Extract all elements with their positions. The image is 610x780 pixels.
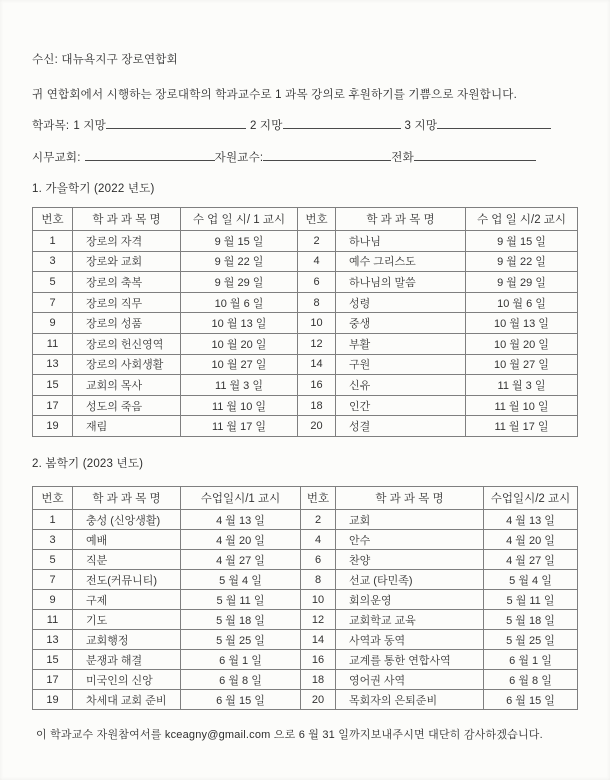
course-name: 성도의 죽음 [73,395,181,416]
column-header: 학 과 과 목 명 [73,208,181,231]
phone-label: 전화 [391,152,414,164]
contact-email: kceagny@gmail.com [164,729,271,741]
choice2-label: 2 지망 [249,120,283,132]
row-number: 5 [33,550,73,570]
course-name: 기도 [73,610,181,630]
course-name: 분쟁과 해결 [73,650,181,670]
course-name: 사역과 동역 [336,630,484,650]
class-date: 5 월 18 일 [181,610,301,630]
table-row [33,395,578,416]
table-row [33,650,578,670]
spring-semester-title: 2. 봄학기 (2023 년도) [32,458,144,470]
class-date: 4 월 20 일 [484,530,578,550]
table-row [33,313,578,334]
row-number: 3 [33,530,73,550]
row-number: 7 [33,570,73,590]
course-name: 차세대 교회 준비 [73,690,181,710]
choice3-label: 3 지망 [404,120,438,132]
row-number: 11 [33,333,73,354]
row-number: 6 [301,550,336,570]
class-date: 4 월 13 일 [181,510,301,530]
table-row [33,570,578,590]
class-date: 10 월 27 일 [466,354,578,375]
class-date: 5 월 25 일 [484,630,578,650]
class-date: 5 월 25 일 [181,630,301,650]
fall-semester-title: 1. 가을학기 (2022 년도) [32,183,155,195]
row-number: 18 [301,670,336,690]
row-number: 17 [33,670,73,690]
course-name: 안수 [336,530,484,550]
row-number: 16 [298,375,336,396]
row-number: 18 [298,395,336,416]
class-date: 10 월 27 일 [181,354,298,375]
table-row [33,590,578,610]
class-date: 4 월 27 일 [484,550,578,570]
class-date: 6 월 1 일 [484,650,578,670]
course-name: 장로의 자격 [73,231,181,252]
row-number: 20 [301,690,336,710]
class-date: 9 월 22 일 [466,251,578,272]
course-name: 회의운영 [336,590,484,610]
column-header: 수 업 일 시/2 교시 [466,208,578,231]
row-number: 14 [301,630,336,650]
choice3-blank [437,116,551,129]
row-number: 10 [298,313,336,334]
column-header: 번호 [33,208,73,231]
class-date: 11 월 10 일 [181,395,298,416]
row-number: 9 [33,590,73,610]
course-name: 영어권 사역 [336,670,484,690]
subject-choices-line [32,116,551,133]
class-date: 6 월 15 일 [181,690,301,710]
row-number: 9 [33,313,73,334]
class-date: 5 월 4 일 [181,570,301,590]
row-number: 14 [298,354,336,375]
choice1-label: 1 지망 [73,120,106,132]
table-row [33,690,578,710]
column-header: 번호 [33,487,73,510]
table-row [33,530,578,550]
course-name: 미국인의 신앙 [73,670,181,690]
table-row [33,251,578,272]
row-number: 4 [298,251,336,272]
row-number: 2 [298,231,336,252]
footer-note [36,726,543,742]
class-date: 11 월 17 일 [466,416,578,437]
column-header: 수업일시/2 교시 [484,487,578,510]
row-number: 10 [301,590,336,610]
course-name: 예배 [73,530,181,550]
row-number: 15 [33,375,73,396]
column-header: 수 업 일 시/ 1 교시 [181,208,298,231]
row-number: 1 [33,510,73,530]
row-number: 12 [298,333,336,354]
church-label: 시무교회: [32,152,81,164]
row-number: 19 [33,416,73,437]
course-name: 교회의 목사 [73,375,181,396]
course-name: 선교 (타민족) [336,570,484,590]
column-header: 학 과 과 목 명 [73,487,181,510]
row-number: 2 [301,510,336,530]
course-name: 직분 [73,550,181,570]
table-row [33,550,578,570]
course-name: 장로의 헌신영역 [73,333,181,354]
course-name: 신유 [336,375,466,396]
row-number: 4 [301,530,336,550]
course-name: 교회학교 교육 [336,610,484,630]
row-number: 7 [33,292,73,313]
course-name: 구제 [73,590,181,610]
professor-blank [263,148,391,161]
table-row [33,375,578,396]
course-name: 인간 [336,395,466,416]
class-date: 10 월 13 일 [181,313,298,334]
column-header: 학 과 과 목 명 [336,208,466,231]
class-date: 5 월 4 일 [484,570,578,590]
row-number: 8 [298,292,336,313]
row-number: 1 [33,231,73,252]
course-name: 하나님 [336,231,466,252]
class-date: 10 월 20 일 [466,333,578,354]
class-date: 10 월 6 일 [466,292,578,313]
class-date: 11 월 10 일 [466,395,578,416]
course-name: 교회 [336,510,484,530]
class-date: 4 월 20 일 [181,530,301,550]
table-row [33,272,578,293]
class-date: 11 월 3 일 [466,375,578,396]
class-date: 5 월 11 일 [181,590,301,610]
row-number: 20 [298,416,336,437]
class-date: 5 월 11 일 [484,590,578,610]
class-date: 9 월 22 일 [181,251,298,272]
row-number: 17 [33,395,73,416]
table-row [33,630,578,650]
row-number: 5 [33,272,73,293]
choice2-blank [283,116,401,129]
course-name: 예수 그리스도 [336,251,466,272]
class-date: 9 월 29 일 [181,272,298,293]
fall-header-row [33,208,578,231]
class-date: 6 월 15 일 [484,690,578,710]
course-name: 장로의 성품 [73,313,181,334]
course-name: 장로의 직무 [73,292,181,313]
row-number: 3 [33,251,73,272]
class-date: 9 월 15 일 [181,231,298,252]
course-name: 장로와 교회 [73,251,181,272]
professor-label: 자원교수: [214,152,264,164]
row-number: 13 [33,630,73,650]
class-date: 10 월 6 일 [181,292,298,313]
table-row [33,231,578,252]
course-name: 장로의 사회생활 [73,354,181,375]
class-date: 6 월 8 일 [181,670,301,690]
table-row [33,292,578,313]
course-name: 구원 [336,354,466,375]
row-number: 6 [298,272,336,293]
course-name: 재림 [73,416,181,437]
choice1-blank [106,116,246,129]
recipient-line: 수신: 대뉴욕지구 장로연합회 [32,54,178,66]
column-header: 수업일시/1 교시 [181,487,301,510]
phone-blank [414,148,536,161]
class-date: 10 월 13 일 [466,313,578,334]
church-blank [85,148,215,161]
course-name: 교회행정 [73,630,181,650]
footer-text-after: 으로 6 월 31 일까지보내주시면 대단히 감사하겠습니다. [270,729,543,741]
row-number: 15 [33,650,73,670]
row-number: 13 [33,354,73,375]
spring-header-row [33,487,578,510]
course-name: 목회자의 은퇴준비 [336,690,484,710]
class-date: 11 월 17 일 [181,416,298,437]
footer-text-before: 이 학과교수 자원참여서를 [36,729,162,741]
course-name: 장로의 축복 [73,272,181,293]
row-number: 11 [33,610,73,630]
class-date: 5 월 18 일 [484,610,578,630]
intro-line: 귀 연합회에서 시행하는 장로대학의 학과교수로 1 과목 강의로 후원하기를 기쁨으로 자원합니다. [32,89,517,101]
subject-label: 학과목: [32,120,70,132]
course-name: 하나님의 말씀 [336,272,466,293]
class-date: 4 월 13 일 [484,510,578,530]
table-row [33,354,578,375]
class-date: 6 월 8 일 [484,670,578,690]
course-name: 교계를 통한 연합사역 [336,650,484,670]
spring-semester-table [32,486,578,710]
course-name: 성령 [336,292,466,313]
column-header: 번호 [301,487,336,510]
table-row [33,610,578,630]
row-number: 12 [301,610,336,630]
course-name: 중생 [336,313,466,334]
course-name: 부활 [336,333,466,354]
class-date: 9 월 29 일 [466,272,578,293]
row-number: 16 [301,650,336,670]
row-number: 8 [301,570,336,590]
column-header: 번호 [298,208,336,231]
table-row [33,670,578,690]
table-row [33,416,578,437]
class-date: 11 월 3 일 [181,375,298,396]
class-date: 9 월 15 일 [466,231,578,252]
table-row [33,333,578,354]
class-date: 10 월 20 일 [181,333,298,354]
church-professor-line [32,148,536,165]
course-name: 성결 [336,416,466,437]
course-name: 전도(커뮤니티) [73,570,181,590]
fall-semester-table [32,207,578,437]
course-name: 충성 (신앙생활) [73,510,181,530]
table-row [33,510,578,530]
course-name: 찬양 [336,550,484,570]
class-date: 4 월 27 일 [181,550,301,570]
column-header: 학 과 과 목 명 [336,487,484,510]
class-date: 6 월 1 일 [181,650,301,670]
row-number: 19 [33,690,73,710]
